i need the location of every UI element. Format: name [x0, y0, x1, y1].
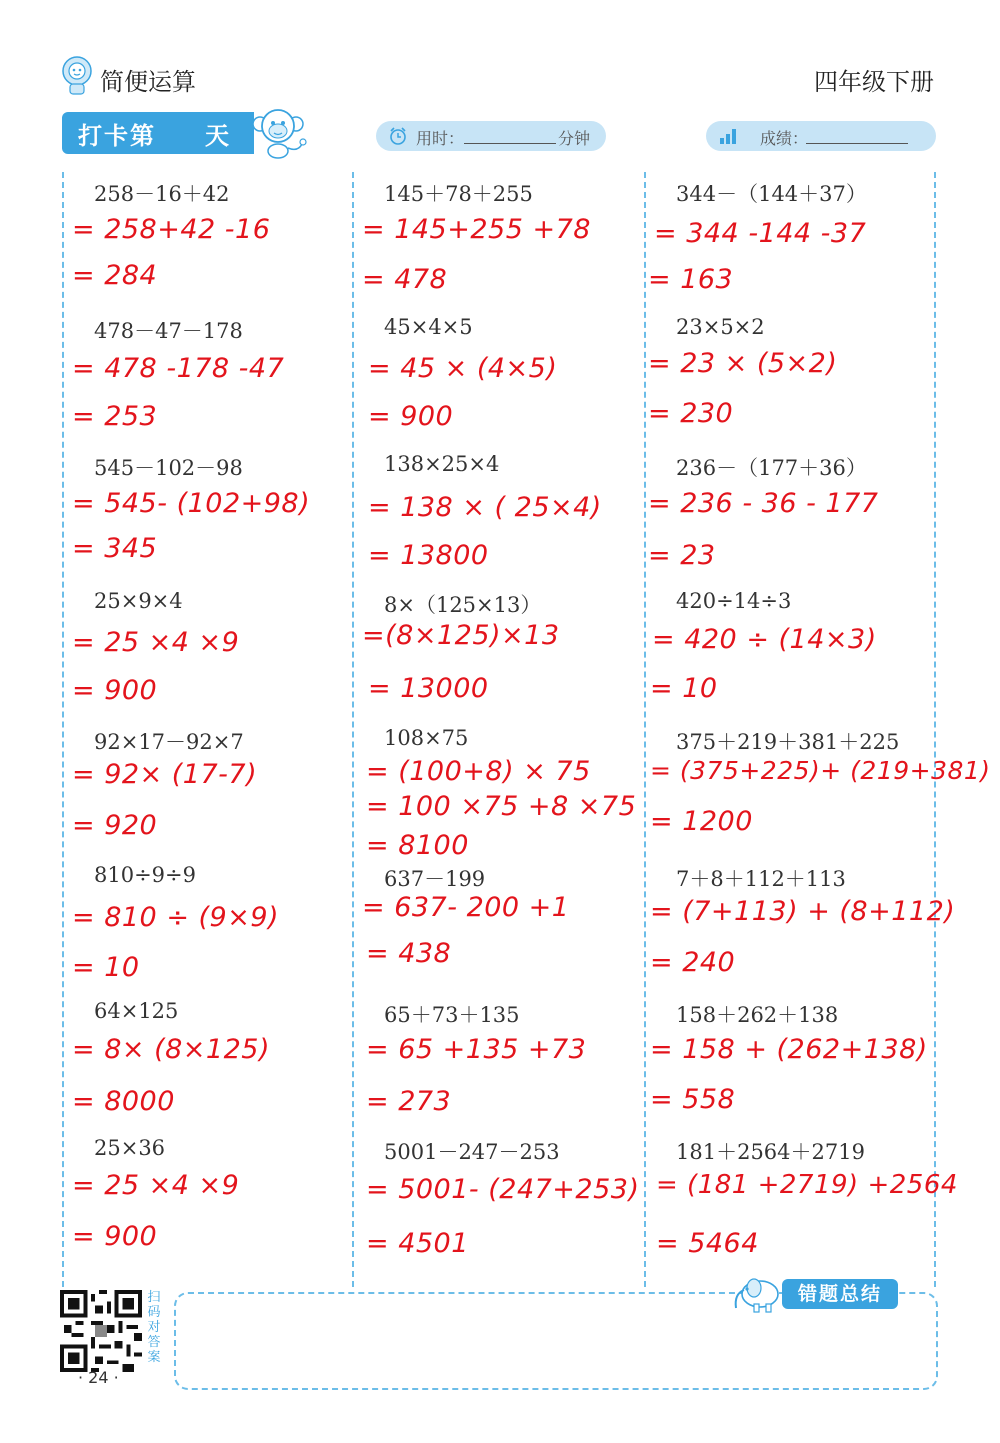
score-field [706, 121, 936, 151]
handwritten-answer: = 558 [650, 1084, 736, 1115]
handwritten-step: = 810 ÷ (9×9) [72, 902, 280, 933]
handwritten-step: =(8×125)×13 [362, 620, 560, 651]
handwritten-step: = 637- 200 +1 [362, 892, 570, 923]
handwritten-answer: = 10 [650, 673, 718, 704]
handwritten-answer: = 13800 [368, 540, 489, 571]
problem-text: 181＋2564＋2719 [676, 1140, 865, 1164]
problem-text: 65＋73＋135 [384, 1003, 520, 1027]
handwritten-answer: = 900 [368, 401, 454, 432]
handwritten-step: = 478 -178 -47 [72, 353, 285, 384]
problem-text: 344－（144＋37） [676, 182, 867, 206]
problem-text: 545－102－98 [94, 456, 243, 480]
handwritten-step: = 138 × ( 25×4) [368, 492, 602, 523]
handwritten-answer: = 5464 [656, 1228, 759, 1259]
score-blank [806, 143, 908, 144]
problem-text: 420÷14÷3 [676, 589, 792, 613]
column-divider [62, 172, 64, 1287]
problem-text: 138×25×4 [384, 452, 500, 476]
bar-chart-icon [718, 126, 738, 146]
handwritten-step: = 5001- (247+253) [366, 1174, 640, 1205]
column-divider [934, 172, 936, 1287]
handwritten-step: = 23 × (5×2) [648, 348, 838, 379]
handwritten-answer: = 900 [72, 1221, 158, 1252]
handwritten-answer: = 900 [72, 675, 158, 706]
problem-text: 8×（125×13） [384, 593, 542, 617]
handwritten-answer: = 23 [648, 540, 716, 571]
time-unit: 分钟 [558, 129, 591, 148]
problem-text: 25×9×4 [94, 589, 183, 613]
mistake-summary-label: 错题总结 [782, 1279, 898, 1309]
time-blank [464, 143, 556, 144]
problem-text: 236－（177＋36） [676, 456, 867, 480]
handwritten-step: = 25 ×4 ×9 [72, 627, 240, 658]
problem-text: 64×125 [94, 999, 179, 1023]
checkin-banner-tip [226, 112, 252, 154]
problem-text: 45×4×5 [384, 315, 473, 339]
time-label: 用时： [416, 129, 465, 148]
handwritten-answer: = 920 [72, 810, 158, 841]
alarm-clock-icon [388, 126, 408, 146]
problem-text: 25×36 [94, 1136, 166, 1160]
handwritten-answer: = 8100 [366, 830, 469, 861]
problem-text: 5001－247－253 [384, 1140, 560, 1164]
monkey-mascot-icon [250, 104, 308, 160]
checkin-label: 打卡第 [78, 122, 156, 150]
handwritten-step: = 45 × (4×5) [368, 353, 558, 384]
handwritten-answer: = 8000 [72, 1086, 175, 1117]
problem-text: 92×17－92×7 [94, 730, 244, 754]
problem-text: 810÷9÷9 [94, 863, 196, 887]
handwritten-answer: = 345 [72, 533, 158, 564]
problem-text: 23×5×2 [676, 315, 765, 339]
handwritten-answer: = 253 [72, 401, 158, 432]
handwritten-step: = 344 -144 -37 [654, 218, 867, 249]
problem-text: 478－47－178 [94, 319, 243, 343]
handwritten-step: = (7+113) + (8+112) [650, 896, 956, 927]
elephant-mascot-icon [728, 1270, 784, 1314]
page-number: · 24 · [78, 1368, 119, 1387]
handwritten-step: = 158 + (262+138) [650, 1034, 928, 1065]
handwritten-step: = 236 - 36 - 177 [648, 488, 879, 519]
handwritten-step: = (181 +2719) +2564 [656, 1170, 958, 1200]
handwritten-answer: = 230 [648, 398, 734, 429]
handwritten-answer: = 4501 [366, 1228, 469, 1259]
qr-caption: 扫码对答案 [147, 1290, 161, 1365]
handwritten-step: = 92× (17-7) [72, 759, 258, 790]
handwritten-step: = (100+8) × 75 [366, 756, 591, 787]
handwritten-step: = 545- (102+98) [72, 488, 311, 519]
handwritten-step: = (375+225)+ (219+381) [650, 756, 991, 785]
column-divider [644, 172, 646, 1287]
handwritten-step: = 420 ÷ (14×3) [652, 624, 877, 655]
book-title: 简便运算 [100, 68, 196, 96]
problem-text: 258－16＋42 [94, 182, 230, 206]
handwritten-answer: = 478 [362, 264, 448, 295]
column-divider [352, 172, 354, 1287]
problem-text: 145＋78＋255 [384, 182, 533, 206]
problem-text: 108×75 [384, 726, 469, 750]
problem-text: 637－199 [384, 867, 486, 891]
problem-text: 7＋8＋112＋113 [676, 867, 846, 891]
problem-text: 375＋219＋381＋225 [676, 730, 900, 754]
problem-text: 158＋262＋138 [676, 1003, 839, 1027]
handwritten-step: = 100 ×75 +8 ×75 [366, 791, 637, 822]
handwritten-answer: = 1200 [650, 806, 753, 837]
handwritten-step: = 145+255 +78 [362, 214, 591, 245]
handwritten-step: = 8× (8×125) [72, 1034, 270, 1065]
qr-code-icon[interactable] [60, 1290, 142, 1372]
score-label: 成绩： [760, 129, 809, 148]
handwritten-answer: = 163 [648, 264, 734, 295]
time-field [376, 121, 606, 151]
grade-label: 四年级下册 [814, 68, 934, 96]
day-label: 天 [205, 122, 229, 150]
handwritten-answer: = 13000 [368, 673, 489, 704]
lion-logo-icon [60, 55, 94, 95]
handwritten-step: = 258+42 -16 [72, 214, 271, 245]
handwritten-step: = 25 ×4 ×9 [72, 1170, 240, 1201]
handwritten-answer: = 438 [366, 938, 452, 969]
handwritten-answer: = 10 [72, 952, 140, 983]
handwritten-answer: = 240 [650, 947, 736, 978]
handwritten-answer: = 273 [366, 1086, 452, 1117]
handwritten-answer: = 284 [72, 260, 158, 291]
handwritten-step: = 65 +135 +73 [366, 1034, 587, 1065]
